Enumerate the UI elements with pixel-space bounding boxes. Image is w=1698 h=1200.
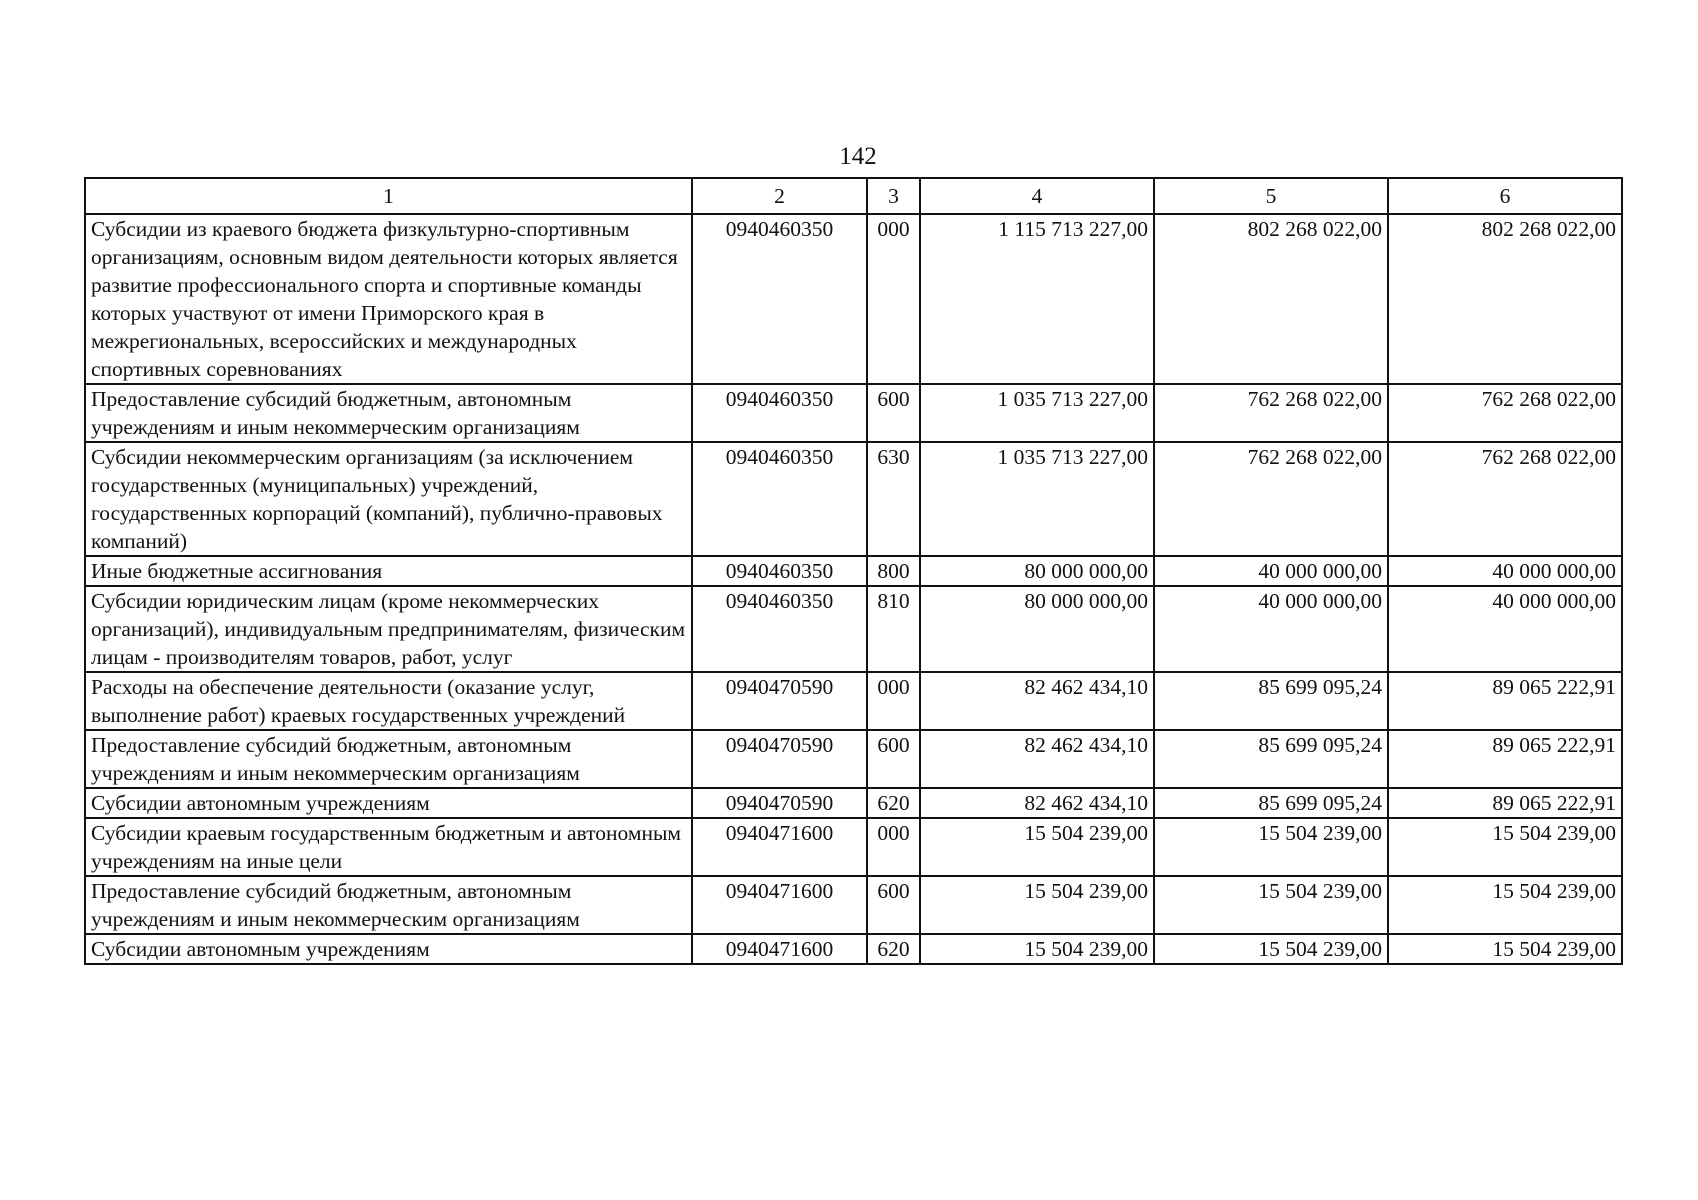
row-csr-cell: 0940470590	[692, 730, 867, 788]
row-amount-6-cell: 40 000 000,00	[1388, 556, 1622, 586]
row-csr-cell: 0940470590	[692, 788, 867, 818]
row-amount-5-cell: 15 504 239,00	[1154, 934, 1388, 964]
row-amount-6-cell: 89 065 222,91	[1388, 672, 1622, 730]
row-amount-4-cell: 1 035 713 227,00	[920, 442, 1154, 556]
row-amount-6-cell: 89 065 222,91	[1388, 730, 1622, 788]
row-name-cell: Субсидии некоммерческим организациям (за исключением государственных (муниципальных) учреждений, государственных корпораций (компаний), публично-правовых компаний)	[85, 442, 692, 556]
row-amount-5-cell: 85 699 095,24	[1154, 672, 1388, 730]
row-amount-5-cell: 40 000 000,00	[1154, 586, 1388, 672]
row-name-cell: Иные бюджетные ассигнования	[85, 556, 692, 586]
row-amount-6-cell: 802 268 022,00	[1388, 214, 1622, 384]
row-vr-cell: 620	[867, 934, 920, 964]
row-amount-5-cell: 802 268 022,00	[1154, 214, 1388, 384]
row-vr-cell: 600	[867, 730, 920, 788]
row-name-cell: Предоставление субсидий бюджетным, автономным учреждениям и иным некоммерческим организациям	[85, 384, 692, 442]
row-vr-cell: 620	[867, 788, 920, 818]
table-row	[85, 384, 1622, 442]
row-name-cell: Предоставление субсидий бюджетным, автономным учреждениям и иным некоммерческим организациям	[85, 876, 692, 934]
header-col-3: 3	[867, 178, 920, 214]
row-csr-cell: 0940460350	[692, 556, 867, 586]
row-amount-4-cell: 1 035 713 227,00	[920, 384, 1154, 442]
page-number: 142	[839, 143, 877, 170]
budget-table	[84, 177, 1623, 965]
row-amount-4-cell: 15 504 239,00	[920, 934, 1154, 964]
row-vr-cell: 000	[867, 818, 920, 876]
table-row	[85, 788, 1622, 818]
table-row	[85, 730, 1622, 788]
table-row	[85, 442, 1622, 556]
row-amount-6-cell: 15 504 239,00	[1388, 934, 1622, 964]
row-vr-cell: 800	[867, 556, 920, 586]
header-col-4: 4	[920, 178, 1154, 214]
row-csr-cell: 0940471600	[692, 818, 867, 876]
row-amount-4-cell: 82 462 434,10	[920, 730, 1154, 788]
row-name-cell: Субсидии автономным учреждениям	[85, 934, 692, 964]
row-amount-5-cell: 15 504 239,00	[1154, 876, 1388, 934]
row-vr-cell: 630	[867, 442, 920, 556]
row-amount-6-cell: 762 268 022,00	[1388, 442, 1622, 556]
row-csr-cell: 0940460350	[692, 442, 867, 556]
row-amount-4-cell: 80 000 000,00	[920, 586, 1154, 672]
table-row	[85, 818, 1622, 876]
row-name-cell: Субсидии краевым государственным бюджетным и автономным учреждениям на иные цели	[85, 818, 692, 876]
header-col-1: 1	[85, 178, 692, 214]
row-amount-6-cell: 40 000 000,00	[1388, 586, 1622, 672]
row-amount-5-cell: 85 699 095,24	[1154, 788, 1388, 818]
row-amount-5-cell: 762 268 022,00	[1154, 384, 1388, 442]
table-row	[85, 586, 1622, 672]
row-name-cell: Расходы на обеспечение деятельности (оказание услуг, выполнение работ) краевых государственных учреждений	[85, 672, 692, 730]
row-amount-5-cell: 15 504 239,00	[1154, 818, 1388, 876]
row-name-cell: Субсидии из краевого бюджета физкультурно-спортивным организациям, основным видом деятельности которых является развитие профессионального спорта и спортивные команды которых участвуют от имени Приморского края в межрегиональных, всероссийских и международных спортивных соревнованиях	[85, 214, 692, 384]
row-csr-cell: 0940460350	[692, 384, 867, 442]
header-row	[85, 178, 1622, 214]
row-amount-6-cell: 15 504 239,00	[1388, 876, 1622, 934]
row-amount-6-cell: 15 504 239,00	[1388, 818, 1622, 876]
table-row	[85, 672, 1622, 730]
header-col-2: 2	[692, 178, 867, 214]
row-vr-cell: 000	[867, 214, 920, 384]
row-csr-cell: 0940471600	[692, 934, 867, 964]
table-row	[85, 214, 1622, 384]
row-amount-4-cell: 15 504 239,00	[920, 876, 1154, 934]
row-amount-4-cell: 15 504 239,00	[920, 818, 1154, 876]
row-amount-5-cell: 85 699 095,24	[1154, 730, 1388, 788]
row-amount-5-cell: 762 268 022,00	[1154, 442, 1388, 556]
header-col-6: 6	[1388, 178, 1622, 214]
table-row	[85, 876, 1622, 934]
row-amount-4-cell: 82 462 434,10	[920, 672, 1154, 730]
row-amount-5-cell: 40 000 000,00	[1154, 556, 1388, 586]
row-csr-cell: 0940471600	[692, 876, 867, 934]
row-vr-cell: 000	[867, 672, 920, 730]
row-amount-4-cell: 80 000 000,00	[920, 556, 1154, 586]
row-name-cell: Субсидии автономным учреждениям	[85, 788, 692, 818]
row-name-cell: Предоставление субсидий бюджетным, автономным учреждениям и иным некоммерческим организациям	[85, 730, 692, 788]
row-vr-cell: 810	[867, 586, 920, 672]
row-csr-cell: 0940460350	[692, 214, 867, 384]
row-csr-cell: 0940460350	[692, 586, 867, 672]
row-name-cell: Субсидии юридическим лицам (кроме некоммерческих организаций), индивидуальным предпринимателям, физическим лицам - производителям товаров, работ, услуг	[85, 586, 692, 672]
row-amount-4-cell: 82 462 434,10	[920, 788, 1154, 818]
header-col-5: 5	[1154, 178, 1388, 214]
row-vr-cell: 600	[867, 384, 920, 442]
row-amount-6-cell: 89 065 222,91	[1388, 788, 1622, 818]
row-amount-6-cell: 762 268 022,00	[1388, 384, 1622, 442]
table-row	[85, 556, 1622, 586]
row-csr-cell: 0940470590	[692, 672, 867, 730]
table-row	[85, 934, 1622, 964]
row-vr-cell: 600	[867, 876, 920, 934]
row-amount-4-cell: 1 115 713 227,00	[920, 214, 1154, 384]
